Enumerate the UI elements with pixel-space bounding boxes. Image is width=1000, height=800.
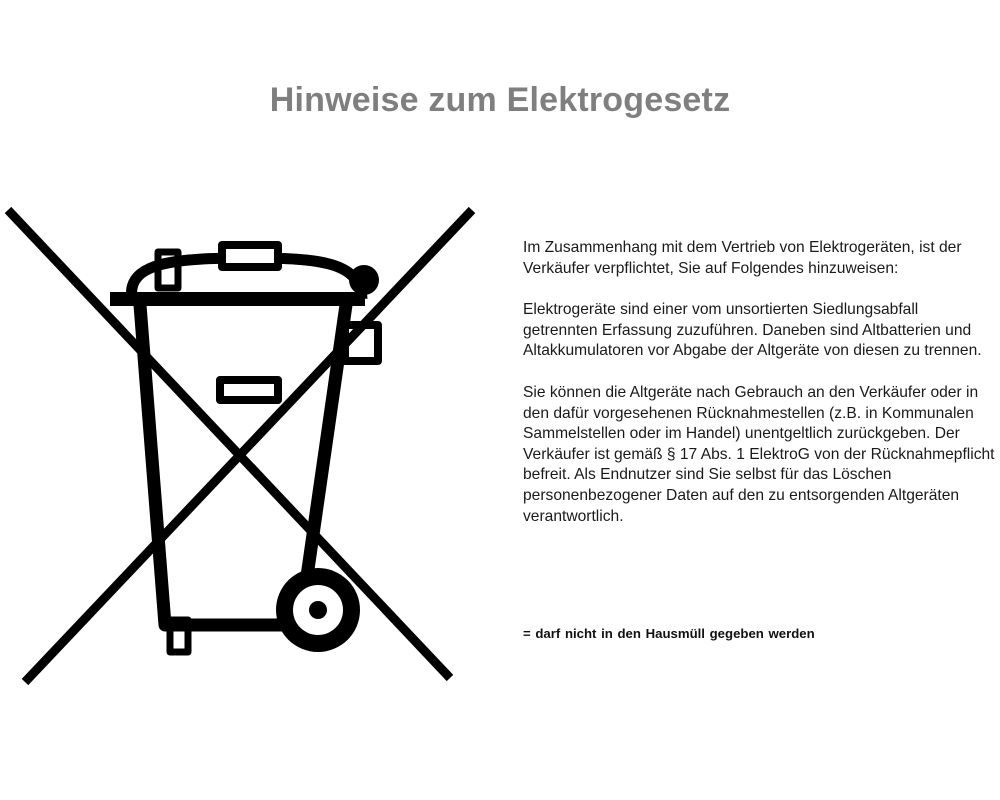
cross-line-1 — [8, 210, 450, 678]
text-block — [523, 238, 995, 548]
bin-right-knob — [349, 265, 379, 295]
paragraph-intro: Im Zusammenhang mit dem Vertrieb von Elektrogeräten, ist der Verkäufer verpflichtet, Sie auf Folgendes hinzuweisen: — [523, 239, 962, 277]
symbol-footnote: = darf nicht in den Hausmüll gegeben werden — [523, 626, 815, 641]
paragraph-return: Sie können die Altgeräte nach Gebrauch an den Verkäufer oder in den dafür vorgesehenen Rücknahmestellen (z.B. in Kommunalen Sammelstellen oder im Handel) unentgeltlich zurückgeben. Der Verkäufer ist gemäß § 17 Abs. 1 ElektroG von der Rücknahmepflicht befreit. Als Endnutzer sind Sie selbst für das Löschen personenbezogener Daten auf den zu entsorgenden Altgeräten verantwortlich. — [523, 383, 995, 525]
page-title: Hinweise zum Elektrogesetz — [269, 80, 731, 119]
bin-lid-handle — [222, 245, 278, 267]
bin-label-slot — [220, 380, 278, 400]
paragraph-separation: Elektrogeräte sind einer vom unsortierten Siedlungsabfall getrennten Erfassung zuzuführen. Daneben sind Altbatterien und Altakkumulatoren vor Abgabe der Altgeräte von diesen zu trennen. — [523, 301, 982, 360]
cross-line-2 — [25, 210, 472, 682]
crossed-out-wheeled-bin-icon — [0, 200, 480, 690]
